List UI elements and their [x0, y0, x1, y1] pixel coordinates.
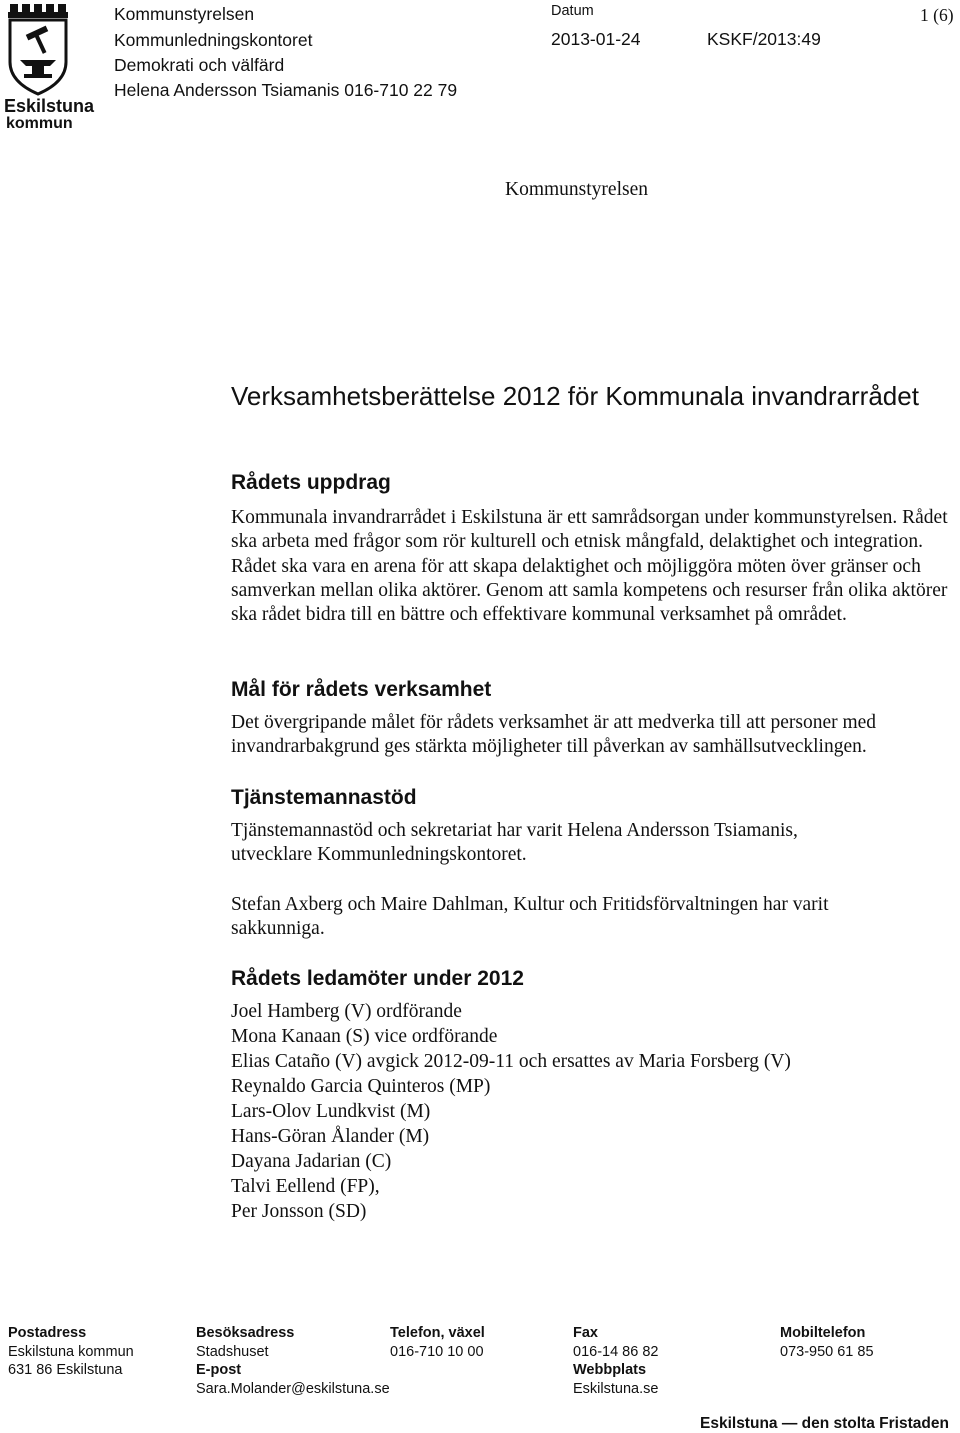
list-item: Elias Cataño (V) avgick 2012-09-11 och ersattes av Maria Forsberg (V)	[231, 1051, 791, 1072]
list-item: Per Jonsson (SD)	[231, 1201, 367, 1222]
paragraph: Kommunala invandrarrådet i Eskilstuna är ett samrådsorgan under kommunstyrelsen. Rådet ska arbeta med frågor som rör kulturell och etnisk mångfald, delaktighet och integration. Rådet ska vara en arena för att skapa delaktighet och möjliggöra möten över gränser och samverkan mellan olika aktörer. Genom att samla kompetens och resurser från olika aktörer ska rådet bidra till en bättre och effektivare kommunal verksamhet på området.	[231, 507, 948, 626]
footer-website-link[interactable]: Eskilstuna.se	[573, 1380, 659, 1397]
list-item: Lars-Olov Lundkvist (M)	[231, 1101, 431, 1122]
eskilstuna-kommun-logo	[4, 2, 95, 132]
page-number: 1 (6)	[920, 5, 954, 25]
list-item: Hans-Göran Ålander (M)	[231, 1126, 430, 1147]
footer-label: Webbplats	[573, 1362, 647, 1378]
footer-label: E-post	[196, 1362, 242, 1378]
recipient: Kommunstyrelsen	[505, 179, 648, 200]
footer-value: 016-14 86 82	[573, 1343, 659, 1360]
section-heading-uppdrag: Rådets uppdrag	[231, 471, 391, 494]
section-body-tjanstemannastod-1	[231, 819, 871, 868]
section-heading-tjanstemannastod: Tjänstemannastöd	[231, 786, 417, 809]
document-date: 2013-01-24	[551, 29, 641, 49]
header-unit: Demokrati och välfärd	[114, 55, 285, 75]
footer-telefon	[390, 1324, 485, 1361]
footer-email-link[interactable]: Sara.Molander@eskilstuna.se	[196, 1380, 390, 1397]
footer-value: Stadshuset	[196, 1343, 269, 1360]
footer-postadress	[8, 1324, 134, 1380]
footer-label: Telefon, växel	[390, 1325, 485, 1341]
members-list	[231, 999, 951, 1224]
footer-value: 631 86 Eskilstuna	[8, 1362, 123, 1378]
footer-besoksadress	[196, 1324, 390, 1398]
section-heading-ledamoter: Rådets ledamöter under 2012	[231, 967, 524, 990]
footer-label: Mobiltelefon	[780, 1325, 866, 1341]
document-title: Verksamhetsberättelse 2012 för Kommunala invandrarrådet	[231, 381, 919, 411]
footer-label: Postadress	[8, 1325, 87, 1341]
section-body-uppdrag	[231, 506, 953, 627]
paragraph: Stefan Axberg och Maire Dahlman, Kultur och Fritidsförvaltningen har varit sakkunniga.	[231, 894, 829, 940]
datum-label: Datum	[551, 3, 594, 19]
section-body-tjanstemannastod-2	[231, 893, 911, 942]
paragraph: Tjänstemannastöd och sekretariat har varit Helena Andersson Tsiamanis, utvecklare Kommunledningskontoret.	[231, 820, 798, 866]
reference-number: KSKF/2013:49	[707, 29, 821, 49]
list-item: Talvi Eellend (FP),	[231, 1176, 380, 1197]
section-body-mal	[231, 711, 956, 760]
crown-icon	[8, 4, 68, 18]
footer-mobil	[780, 1324, 874, 1361]
logo-wordmark-line2: kommun	[6, 115, 73, 132]
footer-slogan: Eskilstuna — den stolta Fristaden	[700, 1415, 949, 1432]
footer-label: Fax	[573, 1325, 598, 1341]
list-item: Joel Hamberg (V) ordförande	[231, 1001, 462, 1022]
footer-fax	[573, 1324, 658, 1398]
footer-value: 073-950 61 85	[780, 1343, 874, 1360]
header-office: Kommunstyrelsen	[114, 4, 255, 24]
list-item: Reynaldo Garcia Quinteros (MP)	[231, 1076, 491, 1097]
list-item: Dayana Jadarian (C)	[231, 1151, 392, 1172]
header-contact: Helena Andersson Tsiamanis 016-710 22 79	[114, 80, 458, 100]
logo-wordmark-line1: Eskilstuna	[4, 96, 95, 116]
footer-label: Besöksadress	[196, 1325, 295, 1341]
paragraph: Det övergripande målet för rådets verksamhet är att medverka till att personer med invandrarbakgrund ges stärkta möjligheter till påverkan av samhällsutvecklingen.	[231, 712, 877, 758]
list-item: Mona Kanaan (S) vice ordförande	[231, 1026, 498, 1047]
header-department: Kommunledningskontoret	[114, 30, 313, 50]
section-heading-mal: Mål för rådets verksamhet	[231, 678, 492, 701]
footer-value: 016-710 10 00	[390, 1343, 484, 1360]
footer-value: Eskilstuna kommun	[8, 1343, 134, 1360]
